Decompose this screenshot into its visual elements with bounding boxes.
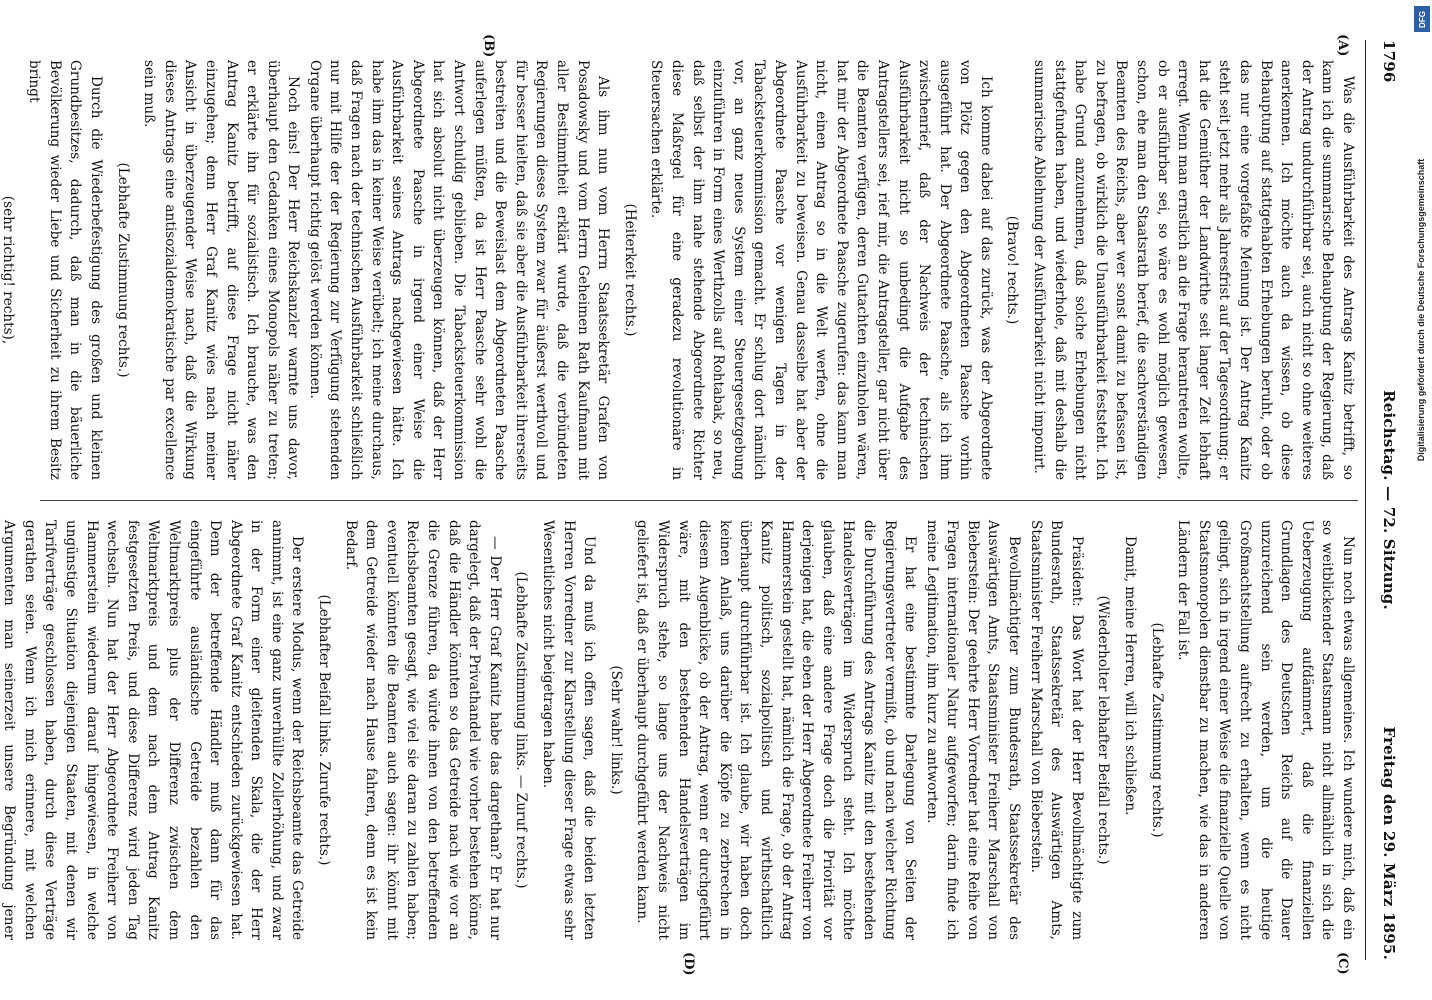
reaction: (Bravo! rechts.) (1004, 215, 1021, 325)
digitization-credit (1412, 30, 1430, 590)
reaction: (Lebhafte Zustimmung rechts.) (114, 162, 131, 378)
reaction: (Lebhafter Beifall links. Zurufe rechts.) (316, 594, 333, 866)
credit-text: Digitalisierung gefördert durch die Deutsche Forschungsgemeinschaft (1416, 158, 1426, 462)
paragraph: Ich komme dabei auf das zurück, was der Abgeordnete von Plötz gegen den Abgeordneten Paasche vorhin ausgeführt hat. Der Abgeordnete Paasche, als ich ihm zwischenrief, daß der Nachweis der technischen Ausführbarkeit nicht so unbedingt die Aufgabe des Antragstellers sei, rief mir, die Antragsteller, gar nicht über die Beamten verfügen, deren Gutachten einzuholen wären, hat mir der Abgeordnete Paasche zugerufen: das kann man nicht, einen Antrag so in die Welt werfen, ohne die Ausführbarkeit zu beweisen. Genau dasselbe hat aber der Abgeordnete Paasche vor wenigen Tagen in der Tabacksteuerkommission gemacht. Er schlug dort nämlich vor, an ganz neues System einer Steuergesetzgebung einzuführen in Form eines Werthzolls auf Rohtabak, so neu, daß selbst der ihm nahe stehende Abgeordnete Richter diese Maßregel für eine geradezu revolutionäre in Steuersachen erklärte. (648, 60, 994, 480)
paragraph: Und da muß ich offen sagen, daß die beiden letzten Herren Vorredner zur Klarstellung dieser Frage etwas sehr Wesentliches nicht beigetragen haben. (540, 520, 598, 940)
header-date: Freitag den 29. März 1895. (1380, 726, 1398, 960)
header-rule (1365, 40, 1366, 960)
margin-mark-c: (C) (1335, 952, 1350, 975)
header-title: Reichstag. — 72. Sitzung. (1380, 390, 1398, 610)
rotated-document (0, 10, 1416, 990)
paragraph: Damit, meine Herren, will ich schließen. (1122, 536, 1139, 816)
dfg-logo-text: DFG (1417, 10, 1427, 28)
margin-mark-d: (D) (681, 952, 696, 976)
running-header (1372, 40, 1398, 960)
reaction: (Heiterkeit rechts.) (621, 203, 638, 337)
paragraph: Nun noch etwas allgemeines. Ich wundere mich, daß ein so weitblickender Staatsmann nicht allmählich in sich die Ueberzeugung aufdämmert, daß die finanziellen Grundlagen des Deutschen Reichs auf die Dauer unzureichend sein werden, um die heutige Großmachtstellung aufrecht zu erhalten, wenn es nicht gelingt, sich in irgend einer Weise die finanzielle Quelle von Staatsmonopolen dienstbar zu machen, wie das in anderen Ländern der Fall ist. (1175, 520, 1356, 940)
paragraph: Bevollmächtigter zum Bundesrath, Staatssekretär des Auswärtigen Amts, Staatsminister Freiherr Marschall von Bieberstein: Der geehrte Herr Vorredner hat eine Reihe von Fragen internationaler Natur aufgeworfen; darin finde ich meine Legitimation, ihm kurz zu antworten. (923, 520, 1023, 940)
reaction: (Lebhafte Zustimmung rechts.) (1148, 622, 1165, 838)
column-left (0, 60, 1358, 480)
reaction: (sehr richtig! rechts), (0, 195, 16, 345)
paragraph: Noch eins! Der Herr Reichskanzler warnte uns davor, überhaupt den Gedanken eines Monopols näher zu treten; er erklärte ihn für sozialistisch. Ich brauche, was den Antrag Kanitz betrifft, auf diese Frage nicht näher einzugehen; denn Herr Graf Kanitz wies nach meiner Ansicht in überzeugender Weise nach, daß die Wirkung dieses Antrags eine antisozialdemokratische par excellence sein muß. (141, 60, 302, 480)
column-divider (40, 500, 1358, 501)
paragraph: Durch die Wiederbefestigung des großen und kleinen Grundbesitzes, dadurch, daß man in die bäuerliche Bevölkerung wieder Liebe und Sicherheit zu ihrem Besitz bringt (26, 60, 104, 480)
margin-mark-a: (A) (1335, 34, 1350, 57)
paragraph: — Der Herr Graf Kanitz habe das dargethan? Er hat nur dargelegt, daß der Privathandel wie vorher bestehen könne, daß die Händler könnten so das Getreide nach wie vor an die Grenze führen, da würde ihnen von den betreffenden Reichsbeamten gesagt, wie viel sie daran zu zahlen haben; eventuell könnten die Beamten auch sagen: ihr könnt mit dem Getreide wieder nach Hause fahren, denn es ist kein Bedarf. (342, 520, 503, 940)
paragraph: Präsident: Das Wort hat der Herr Bevollmächtigte zum Bundesrath, Staatssekretär des Auswärtigen Amts, Staatsminister Freiherr Marschall von Bieberstein. (1027, 520, 1085, 940)
column-right (1, 520, 1358, 940)
paragraph: Als ihm nun vom Herrn Staatssekretär Grafen von Posadowsky und vom Herrn Geheimen Rath Kaufmann mit aller Bestimmtheit erklärt wurde, daß die verbündeten Regierungen dieses System zwar für äußerst werthvoll und für besser hielten, daß sie aber die Ausführbarkeit ihrerseits bestreiten und die Beweislast dem Abgeordneten Paasche auferlegen müßten, da ist Herr Paasche sehr wohl die Antwort schuldig geblieben. Die Tabacksteuerkommission hat sich absolut nicht überzeugen können, daß der Herr Abgeordnete Paasche in irgend einer Weise die Ausführbarkeit seines Antrags nachgewiesen hätte. Ich habe ihm das in keiner Weise verübelt; ich meine durchaus, daß Fragen nach der technischen Ausführbarkeit schließlich nur mit Hilfe der der Regierung zur Verfügung stehenden Organe überhaupt richtig gelöst werden können. (306, 60, 612, 480)
page-number: 1796 (1380, 40, 1398, 83)
paragraph: Er hat eine bestimmte Darlegung von Seiten der Regierungsvertreter vermißt, ob und nach welcher Richtung die Durchführung des Antrags Kanitz mit den bestehenden Handelsverträgen im Widerspruch steht. Ich möchte glauben, daß eine andere Frage doch die Priorität vor derjenigen hat, die eben der Herr Abgeordnete Freiherr von Hammerstein gestellt hat, nämlich die Frage, ob der Antrag Kanitz politisch, sozialpolitisch und wirthschaftlich überhaupt durchführbar ist. Ich glaube, wir haben doch keinen Anlaß, uns darüber die Köpfe zu zerbrechen in diesem Augenblicke, ob der Antrag, wenn er durchgeführt wäre, mit den bestehenden Handelsverträgen im Widerspruch stehe, so lange uns der Nachweis nicht geliefert ist, daß er überhaupt durchgeführt werden kann. (634, 520, 919, 940)
dfg-logo (1414, 6, 1430, 32)
reaction: (Lebhafte Zustimmung links. — Zuruf rechts.) (513, 571, 530, 889)
paragraph: Was die Ausführbarkeit des Antrags Kanitz betrifft, so kann ich die summarische Behauptung der Regierung, daß der Antrag undurchführbar sei, auch nicht so ohne weiteres anerkennen. Ich möchte auch da wissen, ob diese Behauptung auf stattgehabten Erhebungen beruht, oder ob das nur eine vorgefaßte Meinung ist. Der Antrag Kanitz steht seit jetzt mehr als Jahresfrist auf der Tagesordnung; er hat die Gemüther der Landwirthe seit langer Zeit lebhaft erregt. Wenn man ernstlich an die Frage herantreten wollte, ob er ausführbar sei, so wäre es wohl möglich gewesen, schon, ehe man den Staatsrath berief, die sachverständigen Beamten des Reichs, aber wer sonst damit zu befassen ist, zu befragen, ob wirklich die Unausführbarkeit feststeht. Ich habe Grund anzunehmen, daß solche Erhebungen nicht stattgefunden haben, und wiederhole, daß mit deshalb die summarische Ablehnung der Ausführbarkeit nicht imponirt. (1031, 60, 1356, 480)
reaction: (Sehr wahr! links.) (607, 665, 624, 795)
reaction: (Wiederholter lebhafter Beifall rechts.) (1095, 595, 1112, 865)
margin-mark-b: (B) (481, 34, 496, 58)
paragraph: Der erstere Modus, wenn der Reichsbeamte das Getreide annimmt, ist eine ganz unverhüllte Zollerhöhung, und zwar in der Form einer gleitenden Skala, die der Herr Abgeordnete Graf Kanitz entschieden zurückgewiesen hat. Denn der betreffende Händler muß dann für das eingeführte ausländische Getreide bezahlen den Weltmarktpreis plus der Differenz zwischen dem Weltmarktpreis und dem nach dem Antrag Kanitz festgesetzten Preis, und diese Differenz wird jeden Tag wechseln. Nun hat der Herr Abgeordnete Freiherr von Hammerstein wiederum darauf hingewiesen, in welche ungünstige Situation diejenigen Staaten, mit denen wir Tarifverträge geschlossen haben, durch diese Verträge gerathen seien. Wenn ich mich erinnere, mit welchen Argumenten man seinerzeit unsere Begründung jener (1, 520, 306, 940)
